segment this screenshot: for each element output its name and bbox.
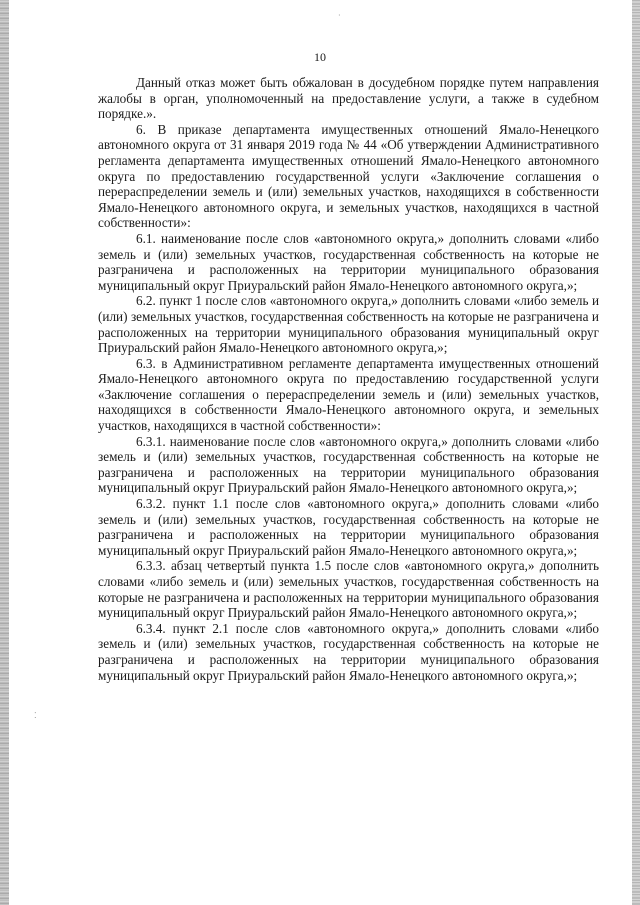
paragraph-item-6-1: 6.1. наименование после слов «автономного округа,» дополнить словами «либо земель и (или) земельных участков, государственная собственность на которые не разграничена и расположенных на территории муниципального образования муниципальный округ Приуральский район Ямало-Ненецкого автономного округа,»;	[98, 230, 599, 293]
scan-right-edge	[632, 0, 640, 905]
paragraph-item-6-3: 6.3. в Административном регламенте департамента имущественных отношений Ямало-Ненецкого автономного округа по предоставлению государственной услуги «Заключение соглашения о перераспределении земель и (или) земельных участков, находящихся в собственности Ямало-Ненецкого автономного округа, и земельных участков, находящихся в частной собственности»:	[98, 355, 599, 434]
paragraph-appeal-notice: Данный отказ может быть обжалован в досудебном порядке путем направления жалобы в орган, уполномоченный на предоставление услуги, а также в судебном порядке.».	[98, 75, 599, 122]
paragraph-item-6: 6. В приказе департамента имущественных отношений Ямало-Ненецкого автономного округа от 31 января 2019 года № 44 «Об утверждении Административного регламента департамента имущественных отношений Ямало-Ненецкого автономного округа по предоставлению государственной услуги «Заключение соглашения о перераспределении земель и (или) земельных участков, находящихся в собственности Ямало-Ненецкого автономного округа, и земельных участков, находящихся в частной собственности»:	[98, 121, 599, 231]
paragraph-item-6-3-4: 6.3.4. пункт 2.1 после слов «автономного округа,» дополнить словами «либо земель и (или) земельных участков, государственная собственность на которые не разграничена и расположенных на территории муниципального образования муниципальный округ Приуральский район Ямало-Ненецкого автономного округа,»;	[98, 620, 599, 683]
paragraph-item-6-2: 6.2. пункт 1 после слов «автономного округа,» дополнить словами «либо земель и (или) земельных участков, государственная собственность на которые не разграничена и расположенных на территории муниципального образования муниципальный округ Приуральский район Ямало-Ненецкого автономного округа,»;	[98, 293, 599, 356]
document-body	[98, 75, 599, 683]
scan-artifact-margin: ⁚	[34, 711, 37, 720]
scan-left-edge	[0, 0, 9, 905]
paragraph-item-6-3-2: 6.3.2. пункт 1.1 после слов «автономного округа,» дополнить словами «либо земель и (или) земельных участков, государственная собственность на которые не разграничена и расположенных на территории муниципального образования муниципальный округ Приуральский район Ямало-Ненецкого автономного округа,»;	[98, 496, 599, 558]
paragraph-item-6-3-3: 6.3.3. абзац четвертый пункта 1.5 после слов «автономного округа,» дополнить словами «либо земель и (или) земельных участков, государственная собственность на которые не разграничена и расположенных на территории муниципального образования муниципальный округ Приуральский район Ямало-Ненецкого автономного округа,»;	[98, 558, 599, 621]
scan-artifact-top: ·	[338, 11, 341, 20]
paragraph-item-6-3-1: 6.3.1. наименование после слов «автономного округа,» дополнить словами «либо земель и (или) земельных участков, государственная собственность на которые не разграничена и расположенных на территории муниципального образования муниципальный округ Приуральский район Ямало-Ненецкого автономного округа,»;	[98, 433, 599, 496]
page-number: 10	[314, 50, 326, 64]
